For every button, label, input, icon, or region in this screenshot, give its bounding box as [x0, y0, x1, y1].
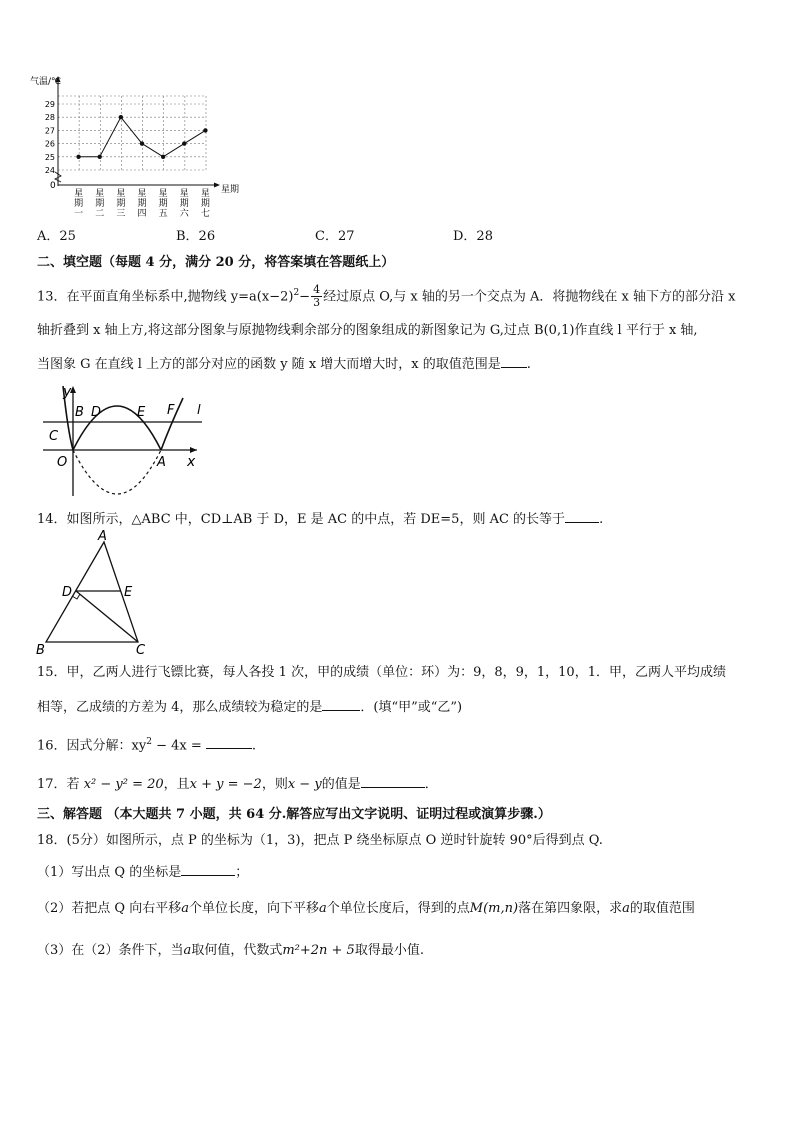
q14-text: 14．如图所示，△ABC 中，CD⊥AB 于 D，E 是 AC 的中点，若 DE=5，则 AC 的长等于 [37, 512, 566, 527]
q13-exponent: 2 [293, 288, 300, 298]
q15-line2-end: ．(填“甲”或“乙”) [360, 700, 463, 715]
q13-line2: 轴折叠到 x 轴上方,将这部分图象与原抛物线剩余部分的图象组成的新图象记为 G,过点 B(0,1)作直线 l 平行于 x 轴, [37, 323, 698, 338]
q18-part3-b: 取何值，代数式 [191, 943, 283, 958]
q18-part3-c: 取得最小值. [354, 943, 424, 958]
q17-end: ． [424, 777, 438, 792]
x-tick-label-5-0: 星 [179, 189, 189, 199]
q17-answer-blank[interactable] [361, 774, 425, 788]
q18-point-m: M(m,n) [469, 901, 519, 916]
q16-exponent: 2 [146, 737, 152, 747]
q13-line1-end: 经过原点 O,与 x 轴的另一个交点为 A．将抛物线在 x 轴下方的部分沿 x [323, 289, 736, 305]
x-tick-label-3-1: 期 [137, 199, 147, 209]
x-tick-label-1-0: 星 [95, 189, 105, 199]
q18-part1 [37, 862, 248, 882]
section-3-title: 三、解答题 （本大题共 7 小题，共 64 分.解答应写出文字说明、证明过程或演算步骤.） [37, 807, 551, 822]
q18-part1-blank[interactable] [181, 862, 235, 876]
q13-dashed-arc [73, 450, 161, 494]
chart-tick-labels [45, 100, 210, 219]
q14-label-d: D [62, 585, 73, 600]
q14-label-c: C [136, 643, 146, 658]
x-tick-label-5-2: 六 [179, 209, 189, 219]
chart-y-axis-label: 气温/℃ [30, 77, 62, 87]
x-tick-label-6-1: 期 [200, 199, 210, 209]
x-axis-arrow [214, 183, 220, 188]
q18-stem: 18．(5分）如图所示，点 P 的坐标为（1，3)，把点 P 绕坐标原点 O 逆时针旋转 90°后得到点 Q. [37, 833, 603, 848]
q18-part1-end: ； [235, 865, 249, 880]
data-point-3 [140, 141, 144, 145]
chart-origin-label: 0 [50, 181, 56, 191]
q17-text-b: ，且 [163, 777, 190, 792]
q13-label-x: x [187, 454, 196, 470]
q16-text-b: − 4x = [151, 738, 202, 754]
q14-line [37, 509, 603, 529]
q17-text-a: 17．若 [37, 777, 84, 792]
section-2-title: 二、填空题（每题 4 分，满分 20 分，将答案填在答题纸上） [37, 255, 395, 270]
chart-x-axis-label: 星期 [221, 185, 240, 195]
q16-line [37, 733, 256, 755]
q18-var-a-3: a [622, 901, 630, 916]
data-point-0 [76, 155, 80, 159]
q18-var-a-2: a [318, 901, 327, 916]
q14-answer-blank[interactable] [565, 509, 599, 523]
q17-text-c: ，则 [261, 777, 288, 792]
q13-folded-arc [73, 406, 161, 450]
q12-option-c: C．27 [315, 229, 355, 244]
q13-parabola-figure [37, 382, 217, 498]
q13-line3 [37, 354, 531, 374]
q16-end: . [251, 738, 257, 754]
q18-part2-d: 落在第四象限，求 [518, 901, 623, 916]
q13-line3-text: 当图象 G 在直线 l 上方的部分对应的函数 y 随 x 增大而增大时，x 的取值范围是 [37, 357, 501, 372]
q13-label-a: A [157, 455, 166, 470]
q18-part2-c: 个单位长度后，得到的点 [326, 901, 470, 916]
q15-line1: 15．甲，乙两人进行飞镖比赛，每人各投 1 次，甲的成绩（单位：环）为：9，8，9，1，10，1．甲，乙两人平均成绩 [37, 665, 726, 680]
q13-label-l: l [197, 403, 201, 418]
y-tick-label-4: 28 [44, 113, 55, 123]
x-tick-label-1-2: 二 [95, 209, 105, 219]
q16-text-a: 16．因式分解：xy [37, 738, 147, 754]
q18-part3-a: （3）在（2）条件下，当 [37, 943, 184, 958]
q13-x-arrow [190, 447, 197, 453]
y-tick-label-1: 25 [44, 152, 55, 162]
q13-fraction [311, 284, 322, 309]
q18-part2-e: 的取值范围 [629, 901, 695, 916]
q13-frac-den: 3 [313, 296, 321, 310]
q15-line2-text: 相等，乙成绩的方差为 4，那么成绩较为稳定的是 [37, 700, 323, 715]
q18-var-a-1: a [181, 901, 189, 916]
q13-label-b: B [75, 405, 84, 420]
q14-triangle-figure [34, 530, 154, 658]
chart-grid [58, 96, 206, 170]
q13-label-d: D [91, 405, 102, 420]
q13-line1 [37, 284, 735, 309]
chart-axes [55, 76, 220, 188]
x-tick-label-2-1: 期 [116, 199, 126, 209]
q13-frac-num: 4 [313, 283, 321, 297]
q18-part2-a: （2）若把点 Q 向右平移 [37, 901, 182, 916]
q12-option-a: A．25 [37, 229, 76, 244]
q17-text-d: 的值是 [321, 777, 361, 792]
q17-equation-2: x + y = −2 [189, 777, 262, 792]
y-tick-label-2: 26 [44, 139, 55, 149]
q15-line2 [37, 697, 462, 717]
q13-label-y: y [63, 384, 72, 400]
x-tick-label-4-1: 期 [158, 199, 168, 209]
data-point-4 [161, 155, 165, 159]
q12-option-d: D．28 [453, 229, 493, 244]
x-tick-label-2-0: 星 [116, 189, 126, 199]
x-tick-label-4-2: 五 [158, 209, 168, 219]
q14-label-a: A [98, 530, 107, 544]
x-tick-label-0-2: 一 [74, 209, 84, 219]
q13-minus: − [299, 289, 311, 305]
q18-expression: m²+2n + 5 [282, 943, 355, 958]
q13-label-c: C [49, 429, 59, 444]
data-point-5 [182, 141, 186, 145]
q13-line3-end: . [526, 357, 531, 372]
q12-option-b: B．26 [176, 229, 216, 244]
q17-line [37, 774, 438, 794]
q15-answer-blank[interactable] [322, 697, 360, 711]
x-tick-label-3-2: 四 [137, 209, 147, 219]
q17-expression: x − y [287, 777, 322, 792]
q13-answer-blank[interactable] [501, 354, 527, 368]
q16-answer-blank[interactable] [206, 735, 252, 749]
q18-part2 [37, 900, 695, 918]
y-tick-label-5: 29 [44, 100, 55, 109]
x-tick-label-2-2: 三 [116, 209, 126, 219]
temperature-line-chart [28, 72, 258, 222]
x-tick-label-0-1: 期 [74, 199, 84, 209]
x-tick-label-0-0: 星 [74, 189, 84, 199]
x-tick-label-4-0: 星 [158, 189, 168, 199]
q13-label-o: O [57, 455, 68, 470]
x-tick-label-5-1: 期 [179, 199, 189, 209]
q14-label-b: B [36, 643, 45, 658]
q13-label-e: E [137, 405, 146, 420]
q18-part2-b: 个单位长度，向下平移 [188, 901, 319, 916]
chart-series [76, 115, 207, 159]
data-point-2 [119, 115, 123, 119]
q14-end: . [599, 512, 604, 527]
temperature-line [79, 117, 206, 157]
q18-part3 [37, 942, 424, 960]
q18-var-a-4: a [183, 943, 192, 958]
x-tick-label-1-1: 期 [95, 199, 105, 209]
data-point-1 [98, 155, 102, 159]
q17-equation-1: x² − y² = 20 [83, 777, 164, 792]
q14-label-e: E [124, 585, 133, 600]
x-tick-label-6-0: 星 [200, 189, 210, 199]
x-tick-label-6-2: 七 [200, 209, 210, 219]
q13-line1-start: 13．在平面直角坐标系中,抛物线 y=a(x−2) [37, 289, 294, 305]
axis-break-mark [55, 172, 61, 182]
q13-label-f: F [167, 403, 175, 418]
q18-part1-text: （1）写出点 Q 的坐标是 [37, 865, 182, 880]
y-tick-label-0: 24 [44, 166, 55, 175]
y-tick-label-3: 27 [44, 126, 55, 136]
data-point-6 [203, 128, 207, 132]
x-tick-label-3-0: 星 [137, 189, 147, 199]
